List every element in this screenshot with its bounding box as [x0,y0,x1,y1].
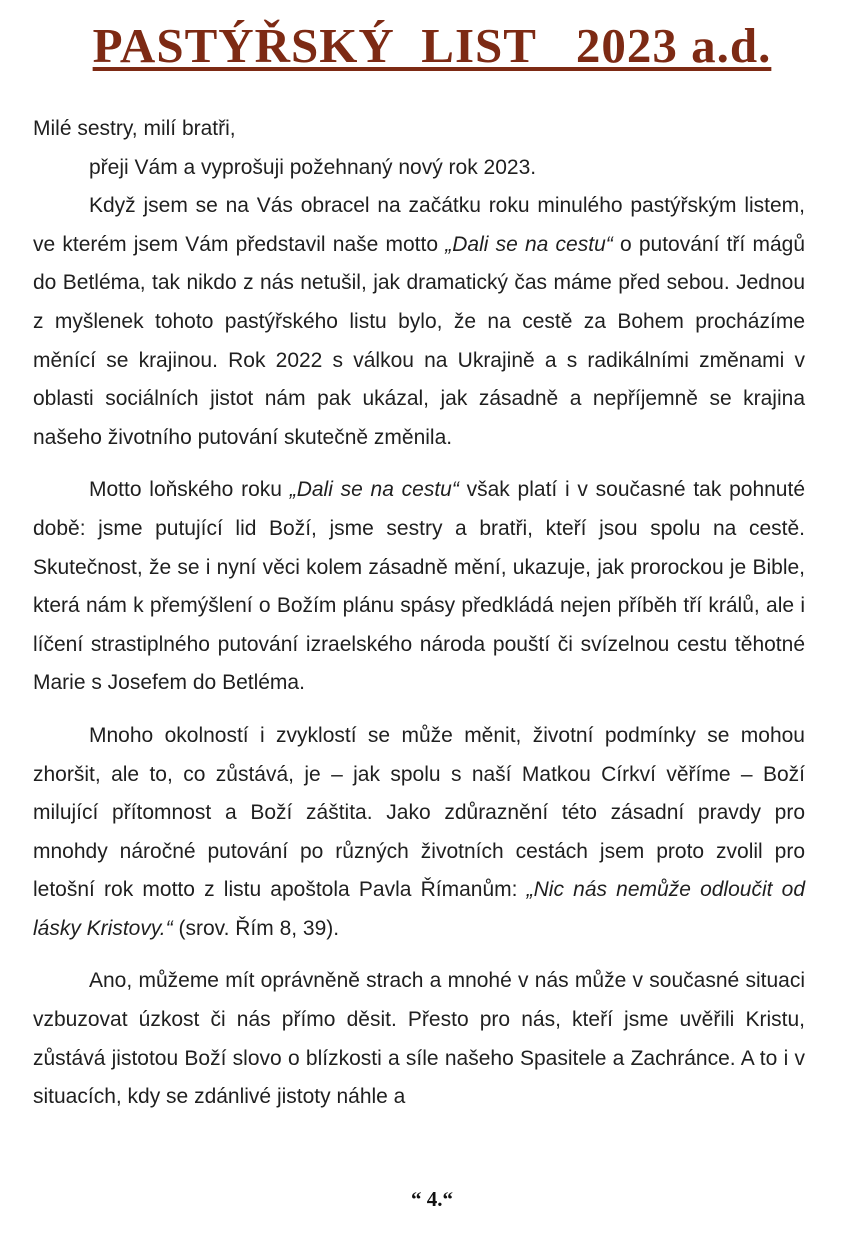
paragraph-1-text-b: o putování tří mágů do Betléma, tak nikdo z nás netušil, jak dramatický čas máme před sebou. Jednou z myšlenek tohoto pastýřského listu bylo, že na cestě za Bohem procházíme měnící se krajinou. Rok 2022 s válkou na Ukrajině a s radikálními změnami v oblasti sociálních jistot nám pak ukázal, jak zásadně a nepříjemně se krajina našeho životního putování skutečně změnila. [33,232,805,449]
motto-2023: „Nic nás nemůže odloučit od lásky Kristovy.“ [33,878,805,940]
paragraph-3-text-b: (srov. Řím 8, 39). [172,916,340,940]
salutation: Milé sestry, milí bratři, [33,117,236,140]
paragraph-2 [33,471,805,703]
paragraph-3-text-a: Mnoho okolností i zvyklostí se může měnit, životní podmínky se mohou zhoršit, ale to, co zůstává, je – jak spolu s naší Matkou Církví věříme – Boží milující přítomnost a Boží záštita. Jako zdůraznění této zásadní pravdy pro mnohdy náročné putování po různých životních cestách jsem proto zvolil pro letošní rok motto z listu apoštola Pavla Římanům: [33,723,805,902]
paragraph-1 [33,187,805,457]
letter-body [33,110,805,1117]
title-text: PASTÝŘSKÝ LIST 2023 a.d. [92,18,772,73]
motto-2022-repeat: „Dali se na cestu“ [289,478,459,502]
page-title [0,18,864,74]
page-number: “ 4.“ [411,1187,453,1211]
paragraph-3 [33,717,805,949]
greeting: přeji Vám a vyprošuji požehnaný nový rok 2023. [89,155,537,179]
paragraph-2-text-b: však platí i v současné tak pohnuté době: jsme putující lid Boží, jsme sestry a bratři, kteří jsou spolu na cestě. Skutečnost, že se i nyní věci kolem zásadně mění, ukazuje, jak prorockou je Bible, která nám k přemýšlení o Božím plánu spásy předkládá nejen příběh tří králů, ale i líčení strastiplného putování izraelského národa pouští či svízelnou cestu těhotné Marie s Josefem do Betléma. [33,478,805,695]
paragraph-1-text-a: Když jsem se na Vás obracel na začátku roku minulého pastýřským listem, ve kterém jsem Vám představil naše motto [33,194,805,256]
paragraph-2-text-a: Motto loňského roku [89,478,290,502]
paragraph-4: Ano, můžeme mít oprávněně strach a mnohé v nás může v současné situaci vzbuzovat úzkost či nás přímo děsit. Přesto pro nás, kteří jsme uvěřili Kristu, zůstává jistotou Boží slovo o blízkosti a síle našeho Spasitele a Zachránce. A to i v situacích, kdy se zdánlivé jistoty náhle a [33,969,805,1109]
motto-2022: „Dali se na cestu“ [445,232,613,256]
